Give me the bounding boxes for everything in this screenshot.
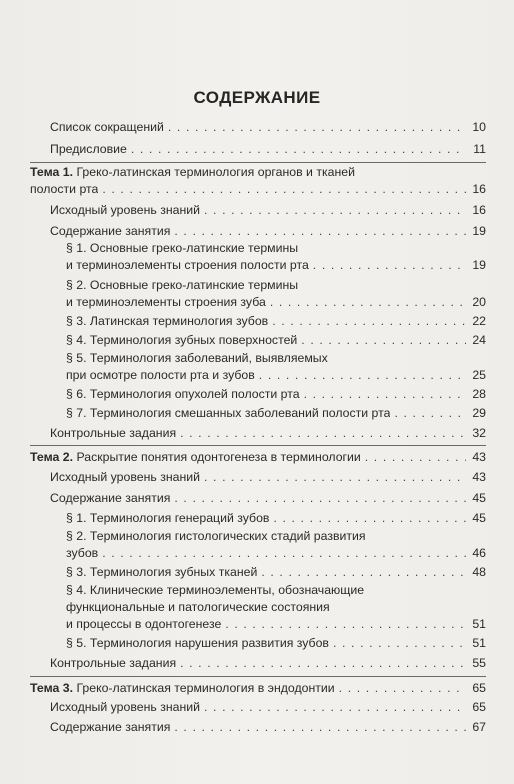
- separator-line: [30, 676, 486, 677]
- toc-entry-t2-level[interactable]: Исходный уровень знаний . . . 43: [50, 469, 486, 486]
- toc-entry-t1-tasks[interactable]: Контрольные задания . . . 32: [50, 425, 486, 442]
- toc-entry-t1-s2-line1: § 2. Основные греко-латинские термины: [66, 278, 299, 292]
- toc-entry-t2-s4[interactable]: и процессы в одонтогенезе . . . 51: [66, 616, 486, 633]
- toc-entry-t1-s7[interactable]: § 7. Терминология смешанных заболеваний полости рта . . . 29: [66, 405, 486, 422]
- toc-entry-t3-content[interactable]: Содержание занятия . . . 67: [50, 719, 486, 736]
- separator-line: [30, 445, 486, 446]
- toc-entry-t2-s4-line2: функциональные и патологические состояния: [66, 600, 330, 614]
- separator-line: [30, 162, 486, 163]
- toc-entry-topic-2[interactable]: Тема 2. Раскрытие понятия одонтогенеза в терминологии . . . 43: [30, 449, 486, 466]
- toc-entry-t1-s1-line1: § 1. Основные греко-латинские термины: [66, 241, 299, 255]
- toc-entry-t1-s1[interactable]: и терминоэлементы строения полости рта . . . 19: [66, 257, 486, 274]
- toc-entry-t2-s1[interactable]: § 1. Терминология генераций зубов . . . 45: [66, 510, 486, 527]
- toc-entry-t1-s5-line1: § 5. Терминология заболеваний, выявляемых: [66, 351, 328, 365]
- toc-entry-t2-s2[interactable]: зубов . . . 46: [66, 545, 486, 562]
- toc-entry-topic-1[interactable]: полости рта . . . 16: [30, 181, 486, 198]
- topic-1-title-line1[interactable]: Тема 1. Греко-латинская терминология органов и тканей: [30, 165, 355, 179]
- toc-entry-topic-3[interactable]: Тема 3. Греко-латинская терминология в эндодонтии . . . 65: [30, 680, 486, 697]
- toc-entry-t1-s3[interactable]: § 3. Латинская терминология зубов . . . 22: [66, 313, 486, 330]
- toc-entry-preface[interactable]: Предисловие . . . 11: [50, 141, 486, 158]
- page-title: СОДЕРЖАНИЕ: [193, 88, 321, 107]
- toc-entry-t1-content[interactable]: Содержание занятия . . . 19: [50, 223, 486, 240]
- toc-entry-t1-s2[interactable]: и терминоэлементы строения зуба . . . 20: [66, 294, 486, 311]
- toc-entry-t2-content[interactable]: Содержание занятия . . . 45: [50, 490, 486, 507]
- toc-entry-t2-s4-line1: § 4. Клинические терминоэлементы, обозначающие: [66, 583, 365, 597]
- toc-entry-t1-level[interactable]: Исходный уровень знаний . . . 16: [50, 202, 486, 219]
- toc-entry-t2-s3[interactable]: § 3. Терминология зубных тканей . . . 48: [66, 564, 486, 581]
- toc-entry-t2-s2-line1: § 2. Терминология гистологических стадий развития: [66, 529, 366, 543]
- toc-entry-abbreviations[interactable]: Список сокращений . . . 10: [50, 119, 486, 136]
- toc-entry-t2-s5[interactable]: § 5. Терминология нарушения развития зубов . . . 51: [66, 635, 486, 652]
- toc-entry-t1-s5[interactable]: при осмотре полости рта и зубов . . . 25: [66, 367, 486, 384]
- toc-entry-t3-level[interactable]: Исходный уровень знаний . . . 65: [50, 699, 486, 716]
- toc-entry-t1-s4[interactable]: § 4. Терминология зубных поверхностей . . . 24: [66, 332, 486, 349]
- toc-entry-t1-s6[interactable]: § 6. Терминология опухолей полости рта . . . 28: [66, 386, 486, 403]
- toc-entry-t2-tasks[interactable]: Контрольные задания . . . 55: [50, 655, 486, 672]
